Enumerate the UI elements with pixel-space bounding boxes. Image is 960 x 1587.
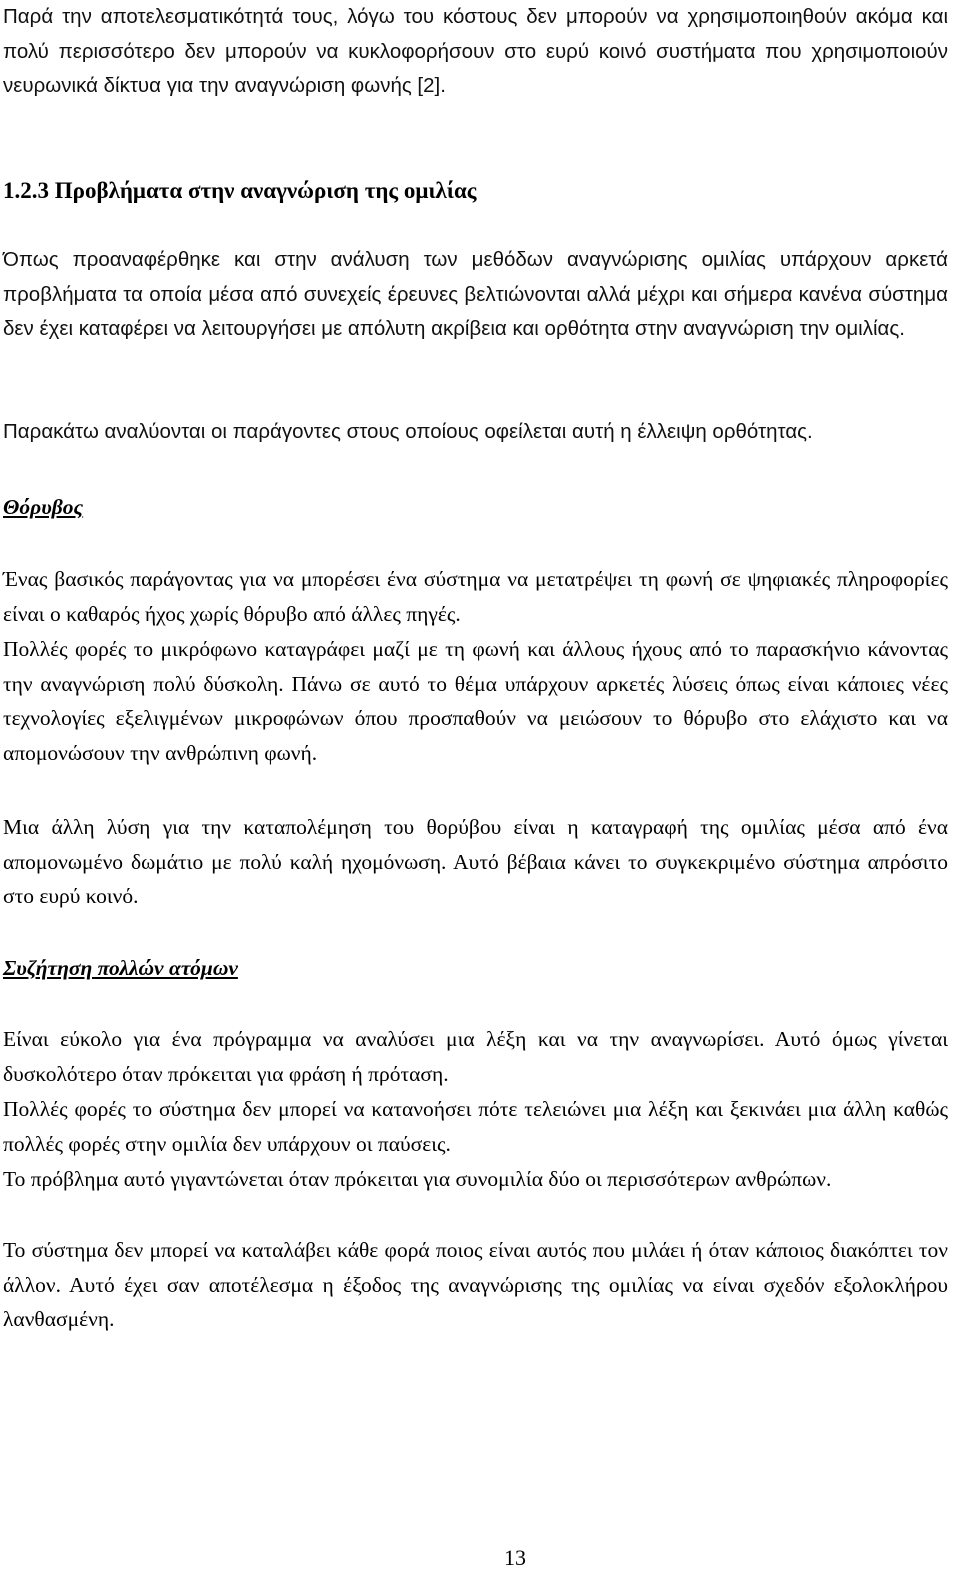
multi-speaker-paragraph-2: Πολλές φορές το σύστημα δεν μπορεί να κατανοήσει πότε τελειώνει μια λέξη και ξεκινάει μια άλλη καθώς πολλές φορές στην ομιλία δεν υπάρχουν οι παύσεις. <box>3 1097 948 1156</box>
noise-paragraph-2: Πολλές φορές το μικρόφωνο καταγράφει μαζί με τη φωνή και άλλους ήχους από το παρασκήνιο κάνοντας την αναγνώριση πολύ δύσκολη. Πάνω σε αυτό το θέμα υπάρχουν αρκετές λύσεις όπως είναι κάποιες νέες τεχνολογίες εξελιγμένων μικροφώνων όπου προσπαθούν να μειώσουν το θόρυβο στο ελάχιστο και να απομονώσουν την ανθρώπινη φωνή. <box>3 637 948 765</box>
section-heading: 1.2.3 Προβλήματα στην αναγνώριση της ομιλίας <box>3 178 477 203</box>
multi-speaker-paragraph-1: Είναι εύκολο για ένα πρόγραμμα να αναλύσει μια λέξη και να την αναγνωρίσει. Αυτό όμως γίνεται δυσκολότερο όταν πρόκειται για φράση ή πρόταση. <box>3 1027 948 1086</box>
section-paragraph-1: Όπως προαναφέρθηκε και στην ανάλυση των μεθόδων αναγνώρισης ομιλίας υπάρχουν αρκετά προβλήματα τα οποία μέσα από συνεχείς έρευνες βελτιώνονται αλλά μέχρι και σήμερα κανένα σύστημα δεν έχει καταφέρει να λειτουργήσει με απόλυτη ακρίβεια και ορθότητα στην αναγνώριση την ομιλίας. <box>3 248 948 340</box>
multi-speaker-heading: Συζήτηση πολλών ατόμων <box>3 956 238 980</box>
multi-speaker-paragraph-3: Το πρόβλημα αυτό γιγαντώνεται όταν πρόκειται για συνομιλία δύο οι περισσότερων ανθρώπων. <box>3 1167 832 1191</box>
section-paragraph-2: Παρακάτω αναλύονται οι παράγοντες στους οποίους οφείλεται αυτή η έλλειψη ορθότητας. <box>3 420 813 443</box>
noise-paragraph-3: Μια άλλη λύση για την καταπολέμηση του θορύβου είναι η καταγραφή της ομιλίας μέσα από ένα απομονωμένο δωμάτιο με πολύ καλή ηχομόνωση. Αυτό βέβαια κάνει το συγκεκριμένο σύστημα απρόσιτο στο ευρύ κοινό. <box>3 815 948 908</box>
multi-speaker-paragraph-4: Το σύστημα δεν μπορεί να καταλάβει κάθε φορά ποιος είναι αυτός που μιλάει ή όταν κάποιος διακόπτει τον άλλον. Αυτό έχει σαν αποτέλεσμα η έξοδος της αναγνώρισης της ομιλίας να είναι σχεδόν εξολοκλήρου λανθασμένη. <box>3 1238 948 1331</box>
noise-heading: Θόρυβος <box>3 495 84 519</box>
intro-paragraph: Παρά την αποτελεσματικότητά τους, λόγω του κόστους δεν μπορούν να χρησιμοποιηθούν ακόμα και πολύ περισσότερο δεν μπορούν να κυκλοφορήσουν στο ευρύ κοινό συστήματα που χρησιμοποιούν νευρωνικά δίκτυα για την αναγνώριση φωνής [2]. <box>3 5 948 97</box>
noise-paragraph-1: Ένας βασικός παράγοντας για να μπορέσει ένα σύστημα να μετατρέψει τη φωνή σε ψηφιακές πληροφορίες είναι ο καθαρός ήχος χωρίς θόρυβο από άλλες πηγές. <box>3 567 948 626</box>
page-number: 13 <box>504 1545 526 1570</box>
